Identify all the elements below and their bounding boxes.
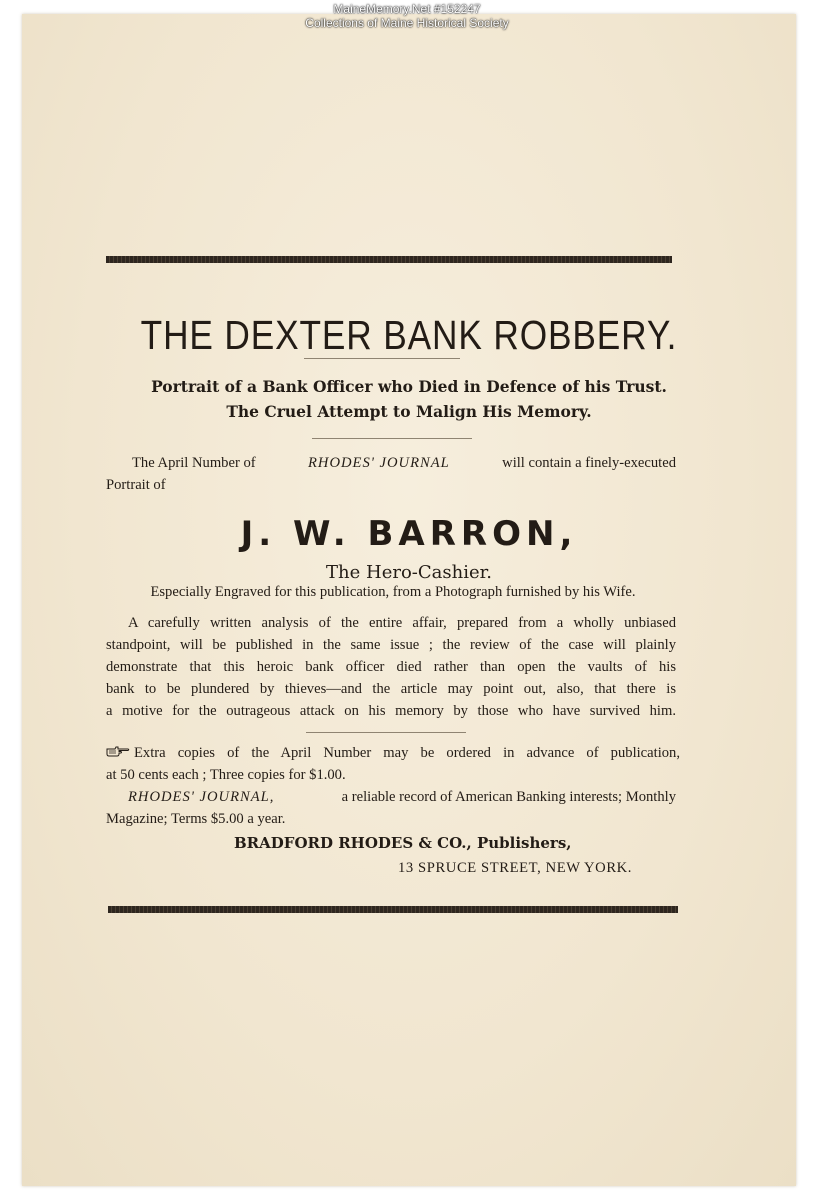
journal-desc-line-1 <box>128 786 676 809</box>
engraved-note: Especially Engraved for this publication, from a Photograph furnished by his Wife. <box>150 584 636 600</box>
title-divider <box>304 358 460 359</box>
journal-desc-rest: a reliable record of American Banking interests; Monthly <box>341 789 676 805</box>
watermark-line-2: Collections of Maine Historical Society <box>305 16 509 30</box>
analysis-line-1: A carefully written analysis of the entire affair, prepared from a wholly unbiased <box>128 615 676 631</box>
subheading-line-2: The Cruel Attempt to Malign His Memory. <box>226 402 592 421</box>
document-title: THE DEXTER BANK ROBBERY. <box>140 312 678 358</box>
document-sheet <box>22 14 796 1186</box>
intro-text-end: will contain a finely-executed <box>502 455 676 471</box>
analysis-divider <box>306 732 466 733</box>
analysis-line-4: bank to be plundered by thieves—and the article may point out, also, that there is <box>106 681 676 697</box>
intro-journal-name: RHODES' JOURNAL <box>308 455 450 471</box>
journal-desc-name: RHODES' JOURNAL, <box>128 789 275 805</box>
publisher-address: 13 SPRUCE STREET, NEW YORK. <box>398 860 633 876</box>
top-thick-rule <box>106 256 672 263</box>
subject-name: J. W. BARRON, <box>240 514 578 554</box>
journal-desc-line-2: Magazine; Terms $5.00 a year. <box>106 811 286 827</box>
intro-text-start: The April Number of <box>132 455 256 471</box>
analysis-line-2: standpoint, will be published in the same issue ; the review of the case will plainly <box>106 637 676 653</box>
extra-copies-line-2: at 50 cents each ; Three copies for $1.00. <box>106 767 346 783</box>
extra-copies-line-1 <box>106 742 680 765</box>
intro-line-1 <box>132 452 676 475</box>
analysis-line-3: demonstrate that this heroic bank officer died rather than open the vaults of his <box>106 659 676 675</box>
subheading-divider <box>312 438 472 439</box>
subject-title: The Hero-Cashier. <box>326 562 492 583</box>
watermark-line-1: MaineMemory.Net #152247 <box>333 2 481 16</box>
intro-line-2: Portrait of <box>106 477 166 493</box>
extra-copies-text: Extra copies of the April Number may be ordered in advance of publication, <box>134 745 680 761</box>
pointing-hand-icon <box>106 746 130 757</box>
watermark <box>0 2 814 30</box>
subheading-line-1: Portrait of a Bank Officer who Died in Defence of his Trust. <box>151 377 667 396</box>
bottom-thick-rule <box>108 906 678 913</box>
analysis-line-5: a motive for the outrageous attack on his memory by those who have survived him. <box>106 703 676 719</box>
publisher-name: BRADFORD RHODES & CO., Publishers, <box>234 834 572 852</box>
